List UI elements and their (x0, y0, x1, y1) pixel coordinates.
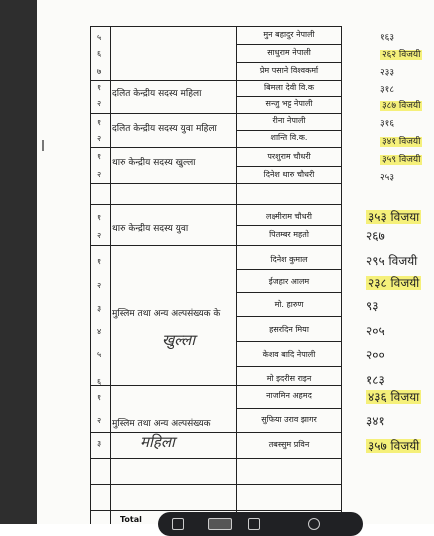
vote-count: ३४१ (366, 414, 385, 428)
handwritten-note: महिला (140, 433, 175, 451)
candidate-name: नाजमिन अहमद (266, 391, 312, 400)
candidate-name: शान्ति वि.क. (270, 133, 308, 142)
vote-count-winner: ४३६ विजया (368, 390, 420, 404)
page-indicator-icon (208, 518, 232, 530)
row-number: १ (97, 213, 102, 222)
row-number: २ (97, 231, 102, 240)
row-number: ५ (97, 350, 102, 359)
vote-count: १६३ (380, 33, 395, 43)
category-label: थारु केन्द्रीय सदस्य खुल्ला (112, 158, 196, 168)
row-number: १ (97, 118, 102, 127)
row-number: ५ (97, 33, 102, 42)
viewer-toolbar[interactable] (158, 512, 363, 536)
row-number: २ (97, 170, 102, 179)
viewer-sidebar (0, 0, 37, 524)
vote-count-winner: ३५९ विजयी (382, 155, 421, 165)
row-number: २ (97, 281, 102, 290)
candidate-name: सन्जु भट्ट नेपाली (265, 99, 313, 108)
vote-count-winner: ३८७ विजयी (382, 101, 421, 111)
candidate-name: सुफिया उराव झागर (261, 415, 317, 424)
candidate-name: ईजहार आलम (268, 277, 310, 286)
category-label: दलित केन्द्रीय सदस्य महिला (112, 89, 202, 99)
vote-count-winner: ३५७ विजयी (368, 439, 420, 453)
candidate-name: मुन बहादुर नेपाली (263, 30, 315, 39)
vote-count-winner: २३८ विजयी (368, 276, 420, 290)
candidate-name: पितम्बर महतो (269, 230, 309, 239)
vote-count-winner: २९५ विजयी (366, 254, 418, 268)
vote-count: २५३ (380, 173, 395, 183)
vote-count: ३१६ (380, 119, 395, 129)
candidate-name: मो. हारुण (274, 300, 304, 309)
zoom-in-icon[interactable] (248, 518, 260, 530)
row-number: २ (97, 134, 102, 143)
vote-count-winner: २६२ विजयी (382, 50, 421, 60)
row-number: १ (97, 257, 102, 266)
candidate-name: रीना नेपाली (272, 116, 306, 125)
row-number: २ (97, 416, 102, 425)
candidate-name: हसरदिन मिया (269, 325, 309, 334)
category-label: थारु केन्द्रीय सदस्य युवा (112, 224, 189, 234)
vote-count-winner: ३४१ विजयी (382, 137, 421, 147)
search-icon[interactable] (308, 518, 320, 530)
row-number: ७ (97, 67, 102, 76)
vote-count: २६७ (366, 229, 385, 243)
vote-count: २०० (366, 348, 385, 362)
category-label: दलित केन्द्रीय सदस्य युवा महिला (112, 124, 217, 134)
row-number: ६ (97, 49, 102, 58)
handwritten-note: खुल्ला (162, 331, 196, 349)
candidate-name: दिनेश कुमाल (270, 255, 308, 264)
row-number: ६ (97, 377, 102, 386)
zoom-out-icon[interactable] (172, 518, 184, 530)
vote-count: २३३ (380, 68, 395, 78)
candidate-name: प्रेम पसाने विश्वकर्मा (259, 66, 319, 75)
candidate-name: परशुराम चौधरी (267, 152, 311, 161)
category-label: मुस्लिम तथा अन्य अल्पसंख्यक (112, 419, 211, 429)
candidate-name: केशव बादि नेपाली (262, 350, 316, 359)
candidate-name: साधुराम नेपाली (267, 48, 311, 57)
candidate-name: बिमला देवी वि.क (264, 83, 314, 92)
row-number: १ (97, 83, 102, 92)
row-number: ३ (97, 439, 102, 448)
vote-count: २०५ (366, 324, 385, 338)
row-number: ४ (97, 327, 102, 336)
row-number: १ (97, 393, 102, 402)
candidate-name: लक्ष्मीराम चौधरी (266, 212, 312, 221)
total-label: Total (120, 515, 142, 524)
row-number: २ (97, 99, 102, 108)
candidate-name: तबस्सुम प्रविन (268, 440, 310, 449)
vote-count: ९३ (366, 299, 379, 313)
margin-mark (42, 140, 44, 151)
row-number: १ (97, 152, 102, 161)
vote-count: १८३ (366, 373, 385, 387)
vote-count-winner: ३५३ विजया (368, 210, 420, 224)
candidate-name: दिनेश थारु चौधरी (263, 170, 315, 179)
category-label: मुस्लिम तथा अन्य अल्पसंख्यक के (112, 309, 221, 319)
row-number: ३ (97, 304, 102, 313)
candidate-name: मो इदरीस राइन (266, 374, 312, 383)
vote-count: ३१८ (380, 85, 395, 95)
